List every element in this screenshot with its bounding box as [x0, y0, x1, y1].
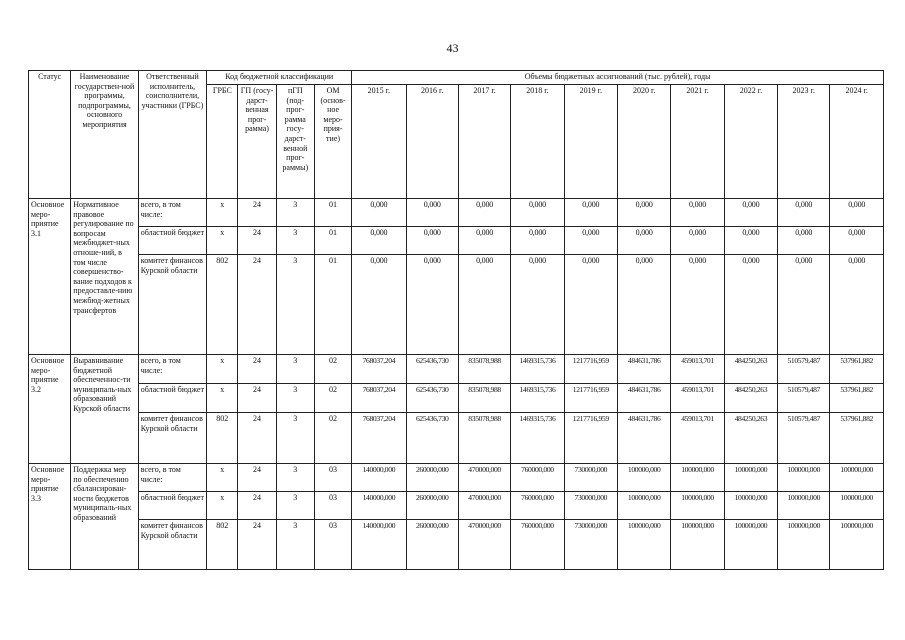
- pgp-cell: 3: [276, 520, 314, 570]
- value-cell: 0,000: [830, 255, 884, 355]
- om-cell: 03: [314, 492, 351, 520]
- grbs-cell: 802: [207, 255, 238, 355]
- value-cell: 0,000: [352, 227, 406, 255]
- value-cell: 835078,988: [458, 355, 510, 384]
- om-cell: 03: [314, 520, 351, 570]
- table-row: [29, 520, 884, 570]
- value-cell: 0,000: [724, 255, 777, 355]
- header-year: 2018 г.: [511, 85, 564, 199]
- header-code-group: Код бюджетной классификации: [207, 71, 352, 85]
- value-cell: 0,000: [830, 227, 884, 255]
- value-cell: 510579,487: [778, 413, 830, 464]
- gp-cell: 24: [238, 520, 276, 570]
- table-row: [29, 464, 884, 492]
- value-cell: 100000,000: [778, 520, 830, 570]
- value-cell: 0,000: [724, 227, 777, 255]
- header-code-gp: ГП (госу-дарст-венная прог-рамма): [238, 85, 276, 199]
- grbs-cell: x: [207, 492, 238, 520]
- value-cell: 459013,701: [671, 355, 724, 384]
- value-cell: 730000,000: [564, 520, 617, 570]
- value-cell: 100000,000: [617, 520, 670, 570]
- budget-table: [28, 70, 884, 570]
- value-cell: 100000,000: [778, 492, 830, 520]
- grbs-cell: x: [207, 199, 238, 227]
- value-cell: 0,000: [511, 227, 564, 255]
- value-cell: 140000,000: [352, 520, 406, 570]
- table-row: [29, 384, 884, 413]
- executor-cell: областной бюджет: [138, 384, 206, 413]
- table-row: [29, 199, 884, 227]
- table-row: [29, 227, 884, 255]
- value-cell: 1469315,736: [511, 413, 564, 464]
- gp-cell: 24: [238, 255, 276, 355]
- status-cell: Основное меро-приятие 3.2: [29, 355, 71, 464]
- executor-cell: всего, в том числе:: [138, 464, 206, 492]
- table-row: [29, 355, 884, 384]
- header-year: 2017 г.: [458, 85, 510, 199]
- gp-cell: 24: [238, 464, 276, 492]
- value-cell: 459013,701: [671, 384, 724, 413]
- value-cell: 100000,000: [830, 492, 884, 520]
- value-cell: 100000,000: [671, 492, 724, 520]
- value-cell: 730000,000: [564, 492, 617, 520]
- gp-cell: 24: [238, 492, 276, 520]
- executor-cell: всего, в том числе:: [138, 355, 206, 384]
- gp-cell: 24: [238, 227, 276, 255]
- grbs-cell: x: [207, 464, 238, 492]
- value-cell: 0,000: [778, 227, 830, 255]
- value-cell: 100000,000: [778, 464, 830, 492]
- value-cell: 760000,000: [511, 492, 564, 520]
- value-cell: 0,000: [458, 255, 510, 355]
- grbs-cell: 802: [207, 520, 238, 570]
- value-cell: 768037,204: [352, 355, 406, 384]
- executor-cell: областной бюджет: [138, 492, 206, 520]
- pgp-cell: 3: [276, 199, 314, 227]
- value-cell: 484250,263: [724, 413, 777, 464]
- value-cell: 760000,000: [511, 520, 564, 570]
- value-cell: 140000,000: [352, 492, 406, 520]
- header-year: 2023 г.: [778, 85, 830, 199]
- value-cell: 484250,263: [724, 384, 777, 413]
- value-cell: 0,000: [724, 199, 777, 227]
- pgp-cell: 3: [276, 384, 314, 413]
- pgp-cell: 3: [276, 355, 314, 384]
- value-cell: 0,000: [617, 227, 670, 255]
- value-cell: 260000,000: [406, 520, 458, 570]
- value-cell: 0,000: [671, 255, 724, 355]
- value-cell: 140000,000: [352, 464, 406, 492]
- grbs-cell: x: [207, 384, 238, 413]
- value-cell: 730000,000: [564, 464, 617, 492]
- value-cell: 537961,882: [830, 413, 884, 464]
- header-name: Наименование государствен-ной программы, подпрограммы, основного мероприятия: [71, 71, 138, 199]
- status-cell: Основное меро-приятие 3.1: [29, 199, 71, 355]
- value-cell: 537961,882: [830, 384, 884, 413]
- header-year: 2020 г.: [617, 85, 670, 199]
- om-cell: 01: [314, 255, 351, 355]
- value-cell: 470000,000: [458, 492, 510, 520]
- value-cell: 0,000: [671, 227, 724, 255]
- header-code-grbs: ГРБС: [207, 85, 238, 199]
- executor-cell: комитет финансов Курской области: [138, 255, 206, 355]
- grbs-cell: x: [207, 355, 238, 384]
- value-cell: 0,000: [352, 255, 406, 355]
- value-cell: 0,000: [406, 255, 458, 355]
- name-cell: Выравнивание бюджетной обеспеченнос-ти муниципаль-ных образований Курской области: [71, 355, 138, 464]
- om-cell: 02: [314, 384, 351, 413]
- value-cell: 100000,000: [671, 464, 724, 492]
- value-cell: 470000,000: [458, 520, 510, 570]
- header-year: 2024 г.: [830, 85, 884, 199]
- value-cell: 0,000: [778, 255, 830, 355]
- value-cell: 0,000: [830, 199, 884, 227]
- value-cell: 768037,204: [352, 384, 406, 413]
- table-row: [29, 413, 884, 464]
- om-cell: 03: [314, 464, 351, 492]
- value-cell: 1469315,736: [511, 355, 564, 384]
- header-year: 2016 г.: [406, 85, 458, 199]
- table-row: [29, 492, 884, 520]
- status-cell: Основное меро-приятие 3.3: [29, 464, 71, 570]
- value-cell: 0,000: [352, 199, 406, 227]
- value-cell: 0,000: [671, 199, 724, 227]
- value-cell: 768037,204: [352, 413, 406, 464]
- value-cell: 0,000: [458, 227, 510, 255]
- value-cell: 100000,000: [724, 520, 777, 570]
- value-cell: 100000,000: [617, 464, 670, 492]
- grbs-cell: 802: [207, 413, 238, 464]
- header-code-pgp: пГП (под-прог-рамма госу-дарст-венной прог-раммы): [276, 85, 314, 199]
- value-cell: 100000,000: [830, 464, 884, 492]
- value-cell: 459013,701: [671, 413, 724, 464]
- pgp-cell: 3: [276, 492, 314, 520]
- value-cell: 835078,988: [458, 413, 510, 464]
- value-cell: 510579,487: [778, 384, 830, 413]
- value-cell: 484631,786: [617, 413, 670, 464]
- executor-cell: всего, в том числе:: [138, 199, 206, 227]
- gp-cell: 24: [238, 413, 276, 464]
- value-cell: 0,000: [511, 255, 564, 355]
- value-cell: 484250,263: [724, 355, 777, 384]
- executor-cell: областной бюджет: [138, 227, 206, 255]
- value-cell: 484631,786: [617, 384, 670, 413]
- value-cell: 0,000: [511, 199, 564, 227]
- header-status: Статус: [29, 71, 71, 199]
- page-number: 43: [446, 41, 459, 55]
- value-cell: 0,000: [458, 199, 510, 227]
- value-cell: 0,000: [564, 255, 617, 355]
- pgp-cell: 3: [276, 227, 314, 255]
- value-cell: 0,000: [778, 199, 830, 227]
- value-cell: 1217716,959: [564, 384, 617, 413]
- value-cell: 100000,000: [830, 520, 884, 570]
- om-cell: 02: [314, 413, 351, 464]
- value-cell: 510579,487: [778, 355, 830, 384]
- header-year: 2021 г.: [671, 85, 724, 199]
- value-cell: 484631,786: [617, 355, 670, 384]
- value-cell: 625436,730: [406, 384, 458, 413]
- value-cell: 0,000: [406, 227, 458, 255]
- value-cell: 100000,000: [617, 492, 670, 520]
- name-cell: Нормативное правовое регулирование по вопросам межбюджет-ных отноше-ний, в том числе совершенство-вание подходов к предоставле-нию межбюд-жетных трансфертов: [71, 199, 138, 355]
- gp-cell: 24: [238, 355, 276, 384]
- om-cell: 01: [314, 199, 351, 227]
- value-cell: 760000,000: [511, 464, 564, 492]
- value-cell: 1217716,959: [564, 413, 617, 464]
- value-cell: 835078,988: [458, 384, 510, 413]
- pgp-cell: 3: [276, 255, 314, 355]
- value-cell: 260000,000: [406, 492, 458, 520]
- value-cell: 0,000: [617, 199, 670, 227]
- value-cell: 100000,000: [671, 520, 724, 570]
- value-cell: 1217716,959: [564, 355, 617, 384]
- header-year: 2019 г.: [564, 85, 617, 199]
- header-year: 2015 г.: [352, 85, 406, 199]
- value-cell: 0,000: [406, 199, 458, 227]
- om-cell: 02: [314, 355, 351, 384]
- pgp-cell: 3: [276, 413, 314, 464]
- value-cell: 625436,730: [406, 413, 458, 464]
- grbs-cell: x: [207, 227, 238, 255]
- value-cell: 0,000: [564, 199, 617, 227]
- header-year: 2022 г.: [724, 85, 777, 199]
- gp-cell: 24: [238, 384, 276, 413]
- value-cell: 100000,000: [724, 492, 777, 520]
- pgp-cell: 3: [276, 464, 314, 492]
- value-cell: 1469315,736: [511, 384, 564, 413]
- executor-cell: комитет финансов Курской области: [138, 413, 206, 464]
- value-cell: 470000,000: [458, 464, 510, 492]
- name-cell: Поддержка мер по обеспечению сбалансирован-ности бюджетов муниципаль-ных образований: [71, 464, 138, 570]
- value-cell: 260000,000: [406, 464, 458, 492]
- table-row: [29, 255, 884, 355]
- value-cell: 0,000: [617, 255, 670, 355]
- value-cell: 100000,000: [724, 464, 777, 492]
- header-volumes-group: Объемы бюджетных ассигнований (тыс. рублей), годы: [352, 71, 884, 85]
- om-cell: 01: [314, 227, 351, 255]
- executor-cell: комитет финансов Курской области: [138, 520, 206, 570]
- header-code-om: ОМ (основ-ное меро-прия-тие): [314, 85, 351, 199]
- value-cell: 537961,882: [830, 355, 884, 384]
- header-executor: Ответственный исполнитель, соисполнители, участники (ГРБС): [138, 71, 206, 199]
- gp-cell: 24: [238, 199, 276, 227]
- value-cell: 625436,730: [406, 355, 458, 384]
- value-cell: 0,000: [564, 227, 617, 255]
